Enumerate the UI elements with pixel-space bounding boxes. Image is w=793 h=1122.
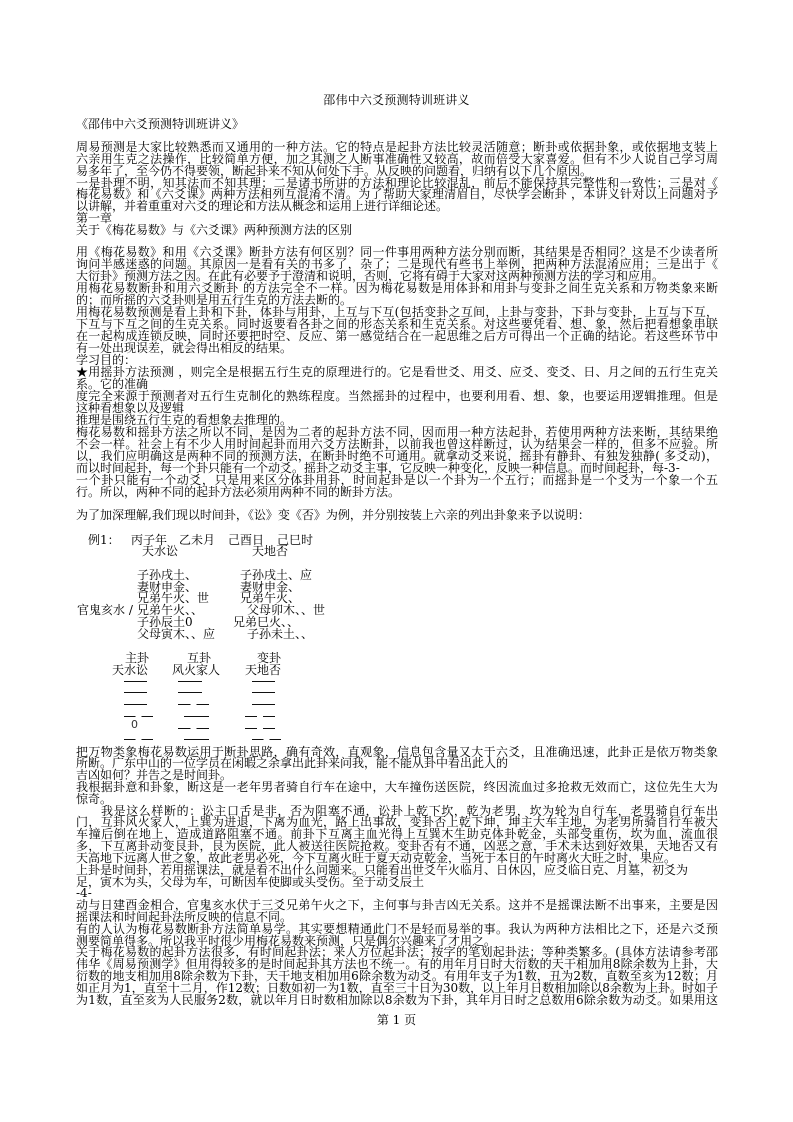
example-label: 例1：	[88, 533, 120, 547]
moving-line-marker: 0	[131, 718, 138, 731]
example-day: 己酉日	[228, 533, 265, 547]
main-relative-line: 子孙戌土、	[137, 568, 198, 582]
text-line: 上卦是时间卦，若用摇课法，就是看不出什么问题来。只能看出世爻午火临月、日休囚，应爻临日克、月墓，初爻为	[76, 862, 689, 877]
page-number: 第 1 页	[376, 1013, 417, 1027]
hexagram-line-icon	[124, 739, 153, 740]
main-relative-line: 妻财申金、	[137, 579, 198, 594]
text-line: 所断。广东中山的一位学员在闲暇之余拿出此卦来问我，能不能从卦中看出此人的	[76, 756, 509, 771]
text-line: 不会一样。社会上有不少人用时间起卦而用六爻方法断卦，以前我也曾这样断过，认为结果会一样的，但多不应验。所	[76, 436, 718, 451]
main-relative-line: 兄弟午火、世	[137, 591, 210, 606]
text-line: 推理是围绕五行生克的看想象去推理的。	[76, 412, 293, 427]
text-line: 在一起构成连锁反映，同时还要把时空、反应、第一感觉结合在一起思维之后方可得出一个正确的结论。若这些环节中	[76, 329, 718, 344]
text-line: 摇课法和时间起卦法所反映的信息不同。	[76, 909, 293, 924]
text-line: 梅花易数和摇卦方法之所以不同，是因为二者的起卦方法不同，因而用一种方法起卦，若使用两种方法来断，其结果绝	[76, 424, 718, 439]
text-line: 我是这么样断的：讼主口舌是非，否为阻塞不通，讼卦上乾下坎，乾为老男，坎为轮为自行车，老男骑自行车出	[101, 803, 718, 818]
chapter-heading: 第一章	[76, 210, 113, 225]
hexagram-line-icon	[124, 704, 147, 705]
text-line: 天高地下远离人世之象，故此老男必死，今下互离火旺于夏天动克乾金，当死于本日的午时离火大旺之时，果应。	[76, 850, 677, 865]
inline-page-marker: -4-	[76, 886, 92, 901]
text-line: 六亲用生克之法操作，比较简单方便，加之其测之人断事准确性又较高，故而倍受大家喜爱。但有不少人说自己学习周	[76, 152, 718, 167]
text-line: 用梅花易数断卦和用六爻断卦 的方法完全不一样。因为梅花易数是用体卦和用卦与变卦之间生克关系和万物类象来断	[76, 281, 718, 296]
text-line: 而以时间起卦，每一个卦只能有一个动爻。摇卦之动爻主事，它反映一种变化，反映一种信息。而时间起卦，每-3-	[76, 460, 680, 475]
changed-relative-line: 子孙未土、、	[247, 626, 314, 641]
text-line: 用梅花易数预测是看上卦和下卦，体卦与用卦，上互与下互(包括变卦之互间，上卦与变卦，下卦与变卦，上互与下互，	[76, 305, 718, 320]
hidden-relative-prefix: 官鬼亥水 /	[77, 603, 133, 618]
example-year: 丙子年	[131, 533, 168, 547]
text-line: 吉凶如何？并告之是时间卦。	[76, 768, 233, 783]
hexagram-label-mutual: 互卦	[187, 651, 212, 665]
text-line: 行。所以，两种不同的起卦方法必须用两种不同的断卦方法。	[76, 484, 401, 499]
hexagram-line-icon	[178, 728, 209, 729]
text-line: 伟华《周易预测学》但用得较多的是时间起卦其方法也不统一。有的用年月日时大衍数的天干相加用8除余数为上卦，大	[76, 957, 718, 972]
text-line: 多，下互离卦动变艮卦，艮为医院，此人被送往医院抢救。变卦否有不通，凶恶之意，手术未达到好效果，天地否又有	[76, 839, 718, 854]
text-line: 测要简单得多。所以我平时很少用梅花易数来预测，只是偶尔兴趣来了才用之。	[76, 933, 497, 948]
hexagram-line-icon	[252, 681, 275, 682]
section-one	[76, 247, 718, 498]
text-line: 我根据卦意和卦象，断这是一老年男者骑自行车在途中，大车撞伤送医院，终因流血过多抢救无效而亡，这位先生大为	[76, 780, 718, 795]
learning-goal-heading: 学习目的：	[76, 353, 137, 368]
text-line: 车撞后倒在地上，造成道路阻塞不通。前卦下互离主血光得上互巽木生助克体卦乾金，头部受重伤，坎为血，流血很	[76, 827, 718, 842]
main-hexagram-name: 天水讼	[142, 544, 179, 558]
text-line: 门，互卦风火家人，上巽为进退，下离为血光，路上出事故，变卦否上乾下坤，坤主大车主地，为老男所骑自行车被大	[76, 815, 718, 830]
hexagram-line-icon	[178, 704, 209, 705]
hexagram-name-mutual: 风火家人	[172, 663, 221, 677]
text-line: 易多年了，至今仍不得要领，断起卦来不知从何处下手。从反映的问题看，归纳有以下几个原因。	[76, 163, 593, 178]
text-line: 大衍卦》预测方法之因。在此有必要予于澄清和说明，否则，它将有碍于大家对这两种预测方法的学习和应用。	[76, 269, 665, 284]
hexagram-line-icon	[184, 716, 209, 717]
text-line: 把万物类象梅花易数运用于断卦思路，确有奇效，直观象，信息包含量又大于六爻，且准确迅速，此卦正是依万物类象	[76, 744, 718, 759]
text-line: 梅花易数》和《六爻课》两种方法相列互混淆不清。为了帮助大家理清眉目，尽快学会断卦 ，本讲义针对以上问题对予	[76, 187, 718, 202]
text-line: 下互与下互之间的生克关系。同时返要看各卦之间的形态关系和生克关系。对这些要凭看、想、象，然后把看想象串联	[76, 317, 718, 332]
text-line: 有一处出现误差，就会得出相反的结果。	[76, 341, 293, 356]
hexagram-line-icon	[124, 716, 153, 717]
hexagram-line-icon	[252, 739, 281, 740]
text-line: 度完全来源于预测者对五行生克制化的熟练程度。当然摇卦的过程中，也要利用看、想、象，也要运用逻辑推理。但是	[76, 388, 718, 403]
changed-relative-line: 兄弟巳火、、	[233, 614, 300, 629]
hexagram-label-main: 主卦	[125, 651, 150, 665]
hexagram-line-icon	[245, 728, 275, 729]
changed-relative-line: 兄弟午火、	[240, 591, 301, 606]
hexagram-line-icon	[252, 692, 275, 693]
document-subtitle: 《邵伟中六爻预测特训班讲义》	[76, 117, 245, 131]
example-intro: 为了加深理解,我们现以时间卦，《讼》变《否》为例，并分别按装上六亲的列出卦象来予以说明：	[76, 508, 590, 522]
text-line: ★用摇卦方法预测 ，则完全是根据五行生克的原理进行的。它是看世爻、用爻、应爻、变爻、日、月之间的五行生克关	[76, 364, 718, 379]
page-title: 邵伟中六爻预测特训班讲义	[323, 93, 470, 107]
hexagram-label-changed: 变卦	[257, 651, 282, 665]
hexagram-line-icon	[178, 692, 202, 693]
changed-relative-line: 妻财申金、	[240, 579, 301, 594]
text-line: 衍数的地支相加用8除余数为下卦，天干地支相加用6除余数为动爻。有用年支子为1数，丑为2数，直数至亥为12数；月	[76, 969, 718, 984]
text-line: 惊奇。	[76, 791, 113, 806]
text-line: 询问半感迷惑的问题。其原因一是看有关的书多了，杂了；二是现代有些书上举例，把两种方法混淆应用；三是出于《	[76, 257, 718, 272]
intro-section	[76, 142, 718, 236]
hexagram-line-icon	[124, 681, 147, 682]
text-line: 一个卦只能有一个动爻，只是用来区分体卦用卦，时间起卦是以一个卦为一个五行；而摇卦是一个爻为一个象一个五	[76, 472, 718, 487]
hexagram-name-changed: 天地否	[245, 663, 282, 677]
text-line: 以讲解，并着重重对六爻的理论和方法从概念和运用上进行详细论述。	[76, 199, 449, 214]
changed-relative-line: 子孙戌土、应	[240, 568, 313, 582]
main-relative-line: 兄弟午火、、	[137, 603, 204, 618]
text-line: 这种看想象以及逻辑	[76, 400, 185, 415]
hexagram-line-icon	[124, 692, 147, 693]
example-hour: 己巳时	[277, 533, 314, 547]
analysis-section	[76, 744, 718, 1007]
text-line: 动与日建酉金相合，官鬼亥水伏于三爻兄弟午火之下，主何事与卦吉凶无关系。这并不是摇课法断不出事来，主要是因	[76, 898, 718, 913]
text-line: 用《梅花易数》和用《六爻课》断卦方法有何区别？同一件事用两种方法分别而断，其结果是否相同？这是不少读者所	[76, 245, 718, 260]
text-line: 以，我们应明确这是两种不同的预测方法，在断卦时绝不可通用。就拿动爻来说，摇卦有静卦、有独发独静( 多爻动)，	[76, 448, 718, 463]
hexagram-name-main: 天水讼	[112, 663, 149, 677]
main-relative-line: 子孙辰土0	[137, 614, 193, 629]
hexagram-line-icon	[184, 739, 209, 740]
changed-relative-line: 父母卯木、、世	[247, 603, 326, 618]
text-line: 如正月为1，直至十二月，作12数；日数如初一为1数，直至三十日为30数，以上年月日数相加除以8余数为上卦。时如子	[76, 980, 718, 995]
hexagram-line-icon	[178, 681, 202, 682]
example-month: 乙未月	[179, 533, 216, 547]
text-line: 的；而所摇的六爻卦则是用五行生克的方法去断的。	[76, 293, 353, 308]
text-line: 为1数，直至亥为人民服务2数，就以年月日时数相加除以8余数为下卦，其年月日时之总数用6除余数为动爻。如果用这	[76, 992, 718, 1007]
text-line: 有的人认为梅花易数断卦方法简单易学。其实要想精通此门不是轻而易举的事。我认为两种方法相比之下，还是六爻预	[76, 921, 718, 936]
changed-hexagram-name: 天地否	[252, 544, 289, 558]
hexagram-line-icon	[252, 704, 275, 705]
text-line: 系。它的准确	[76, 376, 149, 391]
text-line: 关于梅花易数的起卦方法很多，有时间起卦法；来人方位起卦法；按字的笔划起卦法；等种类繁多。(具体方法请参考邵	[76, 945, 718, 960]
chapter-subtitle: 关于《梅花易数》与《六爻课》两种预测方法的区别	[76, 222, 353, 237]
text-line: 周易预测是大家比较熟悉而又通用的一种方法。它的特点是起卦方法比较灵活随意；断卦或依据卦象，或依据地支装上	[76, 140, 718, 155]
hexagram-line-icon	[245, 716, 275, 717]
main-relative-line: 父母寅木、、应	[137, 626, 216, 641]
text-line: 足，寅木为头，父母为车，可断因车使脚或头受伤。至于动爻辰土	[76, 874, 425, 889]
text-line: 一是卦理不明，知其法而不知其理；二是诸书所讲的方法和理论比较混乱，前后不能保持其完整性和一致性；三是对《	[76, 175, 718, 190]
